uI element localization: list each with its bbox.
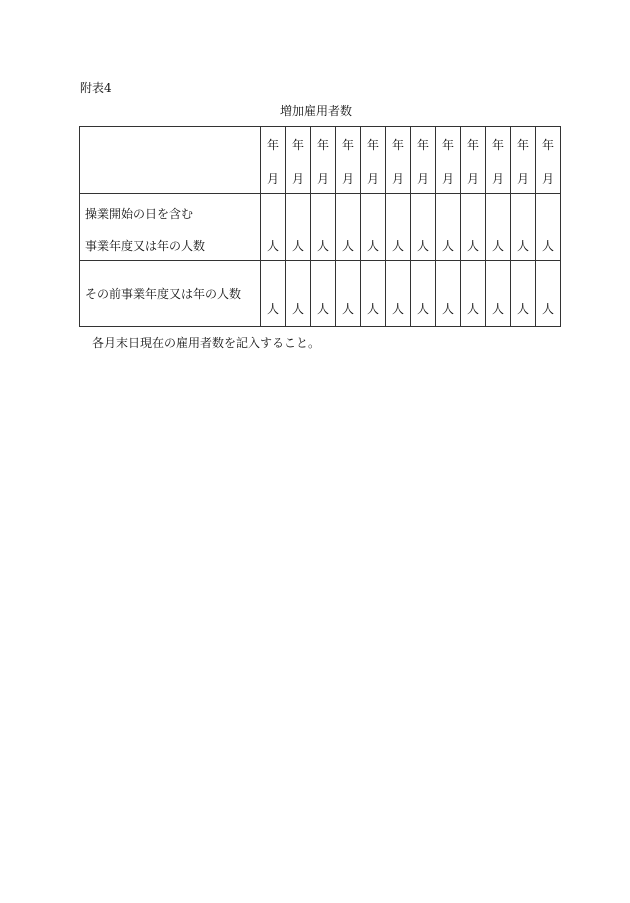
month-unit: 月 xyxy=(416,172,429,186)
count-cell[interactable] xyxy=(286,194,311,261)
person-unit: 人 xyxy=(366,239,379,253)
month-unit: 月 xyxy=(316,172,329,186)
month-header-cell-10[interactable] xyxy=(486,127,511,194)
year-unit: 年 xyxy=(516,138,529,152)
person-unit: 人 xyxy=(266,302,279,316)
person-unit: 人 xyxy=(516,239,529,253)
person-unit: 人 xyxy=(416,302,429,316)
person-unit: 人 xyxy=(291,302,304,316)
count-cell[interactable] xyxy=(261,261,286,327)
appendix-label: 附表4 xyxy=(80,81,112,95)
person-unit: 人 xyxy=(341,302,354,316)
person-unit: 人 xyxy=(491,302,504,316)
count-cell[interactable] xyxy=(286,261,311,327)
count-cell[interactable] xyxy=(461,194,486,261)
month-unit: 月 xyxy=(491,172,504,186)
employee-count-table xyxy=(79,126,561,327)
month-header-row xyxy=(80,127,561,194)
count-cell[interactable] xyxy=(536,261,561,327)
count-cell[interactable] xyxy=(511,261,536,327)
year-unit: 年 xyxy=(341,138,354,152)
month-header-cell-1[interactable] xyxy=(261,127,286,194)
month-unit: 月 xyxy=(391,172,404,186)
month-header-cell-7[interactable] xyxy=(411,127,436,194)
person-unit: 人 xyxy=(316,302,329,316)
month-header-cell-5[interactable] xyxy=(361,127,386,194)
month-header-cell-12[interactable] xyxy=(536,127,561,194)
table-title: 増加雇用者数 xyxy=(279,104,352,118)
person-unit: 人 xyxy=(541,239,554,253)
person-unit: 人 xyxy=(266,239,279,253)
blank-corner-cell xyxy=(80,127,261,194)
person-unit: 人 xyxy=(466,239,479,253)
count-cell[interactable] xyxy=(336,261,361,327)
count-cell[interactable] xyxy=(436,194,461,261)
footnote: 各月末日現在の雇用者数を記入すること。 xyxy=(92,336,321,350)
person-unit: 人 xyxy=(541,302,554,316)
year-unit: 年 xyxy=(466,138,479,152)
table-row-previous-period xyxy=(80,261,561,327)
month-unit: 月 xyxy=(341,172,354,186)
month-unit: 月 xyxy=(366,172,379,186)
count-cell[interactable] xyxy=(436,261,461,327)
person-unit: 人 xyxy=(391,239,404,253)
person-unit: 人 xyxy=(441,239,454,253)
count-cell[interactable] xyxy=(536,194,561,261)
month-header-cell-11[interactable] xyxy=(511,127,536,194)
person-unit: 人 xyxy=(466,302,479,316)
person-unit: 人 xyxy=(441,302,454,316)
row-label-line1: 操業開始の日を含む xyxy=(85,207,194,221)
month-header-cell-8[interactable] xyxy=(436,127,461,194)
count-cell[interactable] xyxy=(411,261,436,327)
month-header-cell-9[interactable] xyxy=(461,127,486,194)
year-unit: 年 xyxy=(416,138,429,152)
count-cell[interactable] xyxy=(361,261,386,327)
month-unit: 月 xyxy=(441,172,454,186)
year-unit: 年 xyxy=(291,138,304,152)
count-cell[interactable] xyxy=(461,261,486,327)
month-header-cell-6[interactable] xyxy=(386,127,411,194)
table-row-current-period xyxy=(80,194,561,261)
person-unit: 人 xyxy=(341,239,354,253)
month-unit: 月 xyxy=(516,172,529,186)
count-cell[interactable] xyxy=(311,261,336,327)
person-unit: 人 xyxy=(291,239,304,253)
count-cell[interactable] xyxy=(486,194,511,261)
month-header-cell-3[interactable] xyxy=(311,127,336,194)
row-label-current-period xyxy=(80,194,261,261)
count-cell[interactable] xyxy=(386,261,411,327)
year-unit: 年 xyxy=(316,138,329,152)
month-unit: 月 xyxy=(266,172,279,186)
person-unit: 人 xyxy=(516,302,529,316)
row-label-line1: その前事業年度又は年の人数 xyxy=(85,287,242,301)
year-unit: 年 xyxy=(391,138,404,152)
count-cell[interactable] xyxy=(386,194,411,261)
year-unit: 年 xyxy=(366,138,379,152)
person-unit: 人 xyxy=(366,302,379,316)
count-cell[interactable] xyxy=(411,194,436,261)
row-label-previous-period xyxy=(80,261,261,327)
person-unit: 人 xyxy=(491,239,504,253)
year-unit: 年 xyxy=(441,138,454,152)
month-unit: 月 xyxy=(466,172,479,186)
person-unit: 人 xyxy=(416,239,429,253)
month-unit: 月 xyxy=(291,172,304,186)
year-unit: 年 xyxy=(491,138,504,152)
month-header-cell-2[interactable] xyxy=(286,127,311,194)
person-unit: 人 xyxy=(391,302,404,316)
month-unit: 月 xyxy=(541,172,554,186)
count-cell[interactable] xyxy=(511,194,536,261)
row-label-line2: 事業年度又は年の人数 xyxy=(85,239,206,253)
month-header-cell-4[interactable] xyxy=(336,127,361,194)
person-unit: 人 xyxy=(316,239,329,253)
year-unit: 年 xyxy=(541,138,554,152)
count-cell[interactable] xyxy=(311,194,336,261)
count-cell[interactable] xyxy=(261,194,286,261)
count-cell[interactable] xyxy=(486,261,511,327)
year-unit: 年 xyxy=(266,138,279,152)
count-cell[interactable] xyxy=(361,194,386,261)
count-cell[interactable] xyxy=(336,194,361,261)
